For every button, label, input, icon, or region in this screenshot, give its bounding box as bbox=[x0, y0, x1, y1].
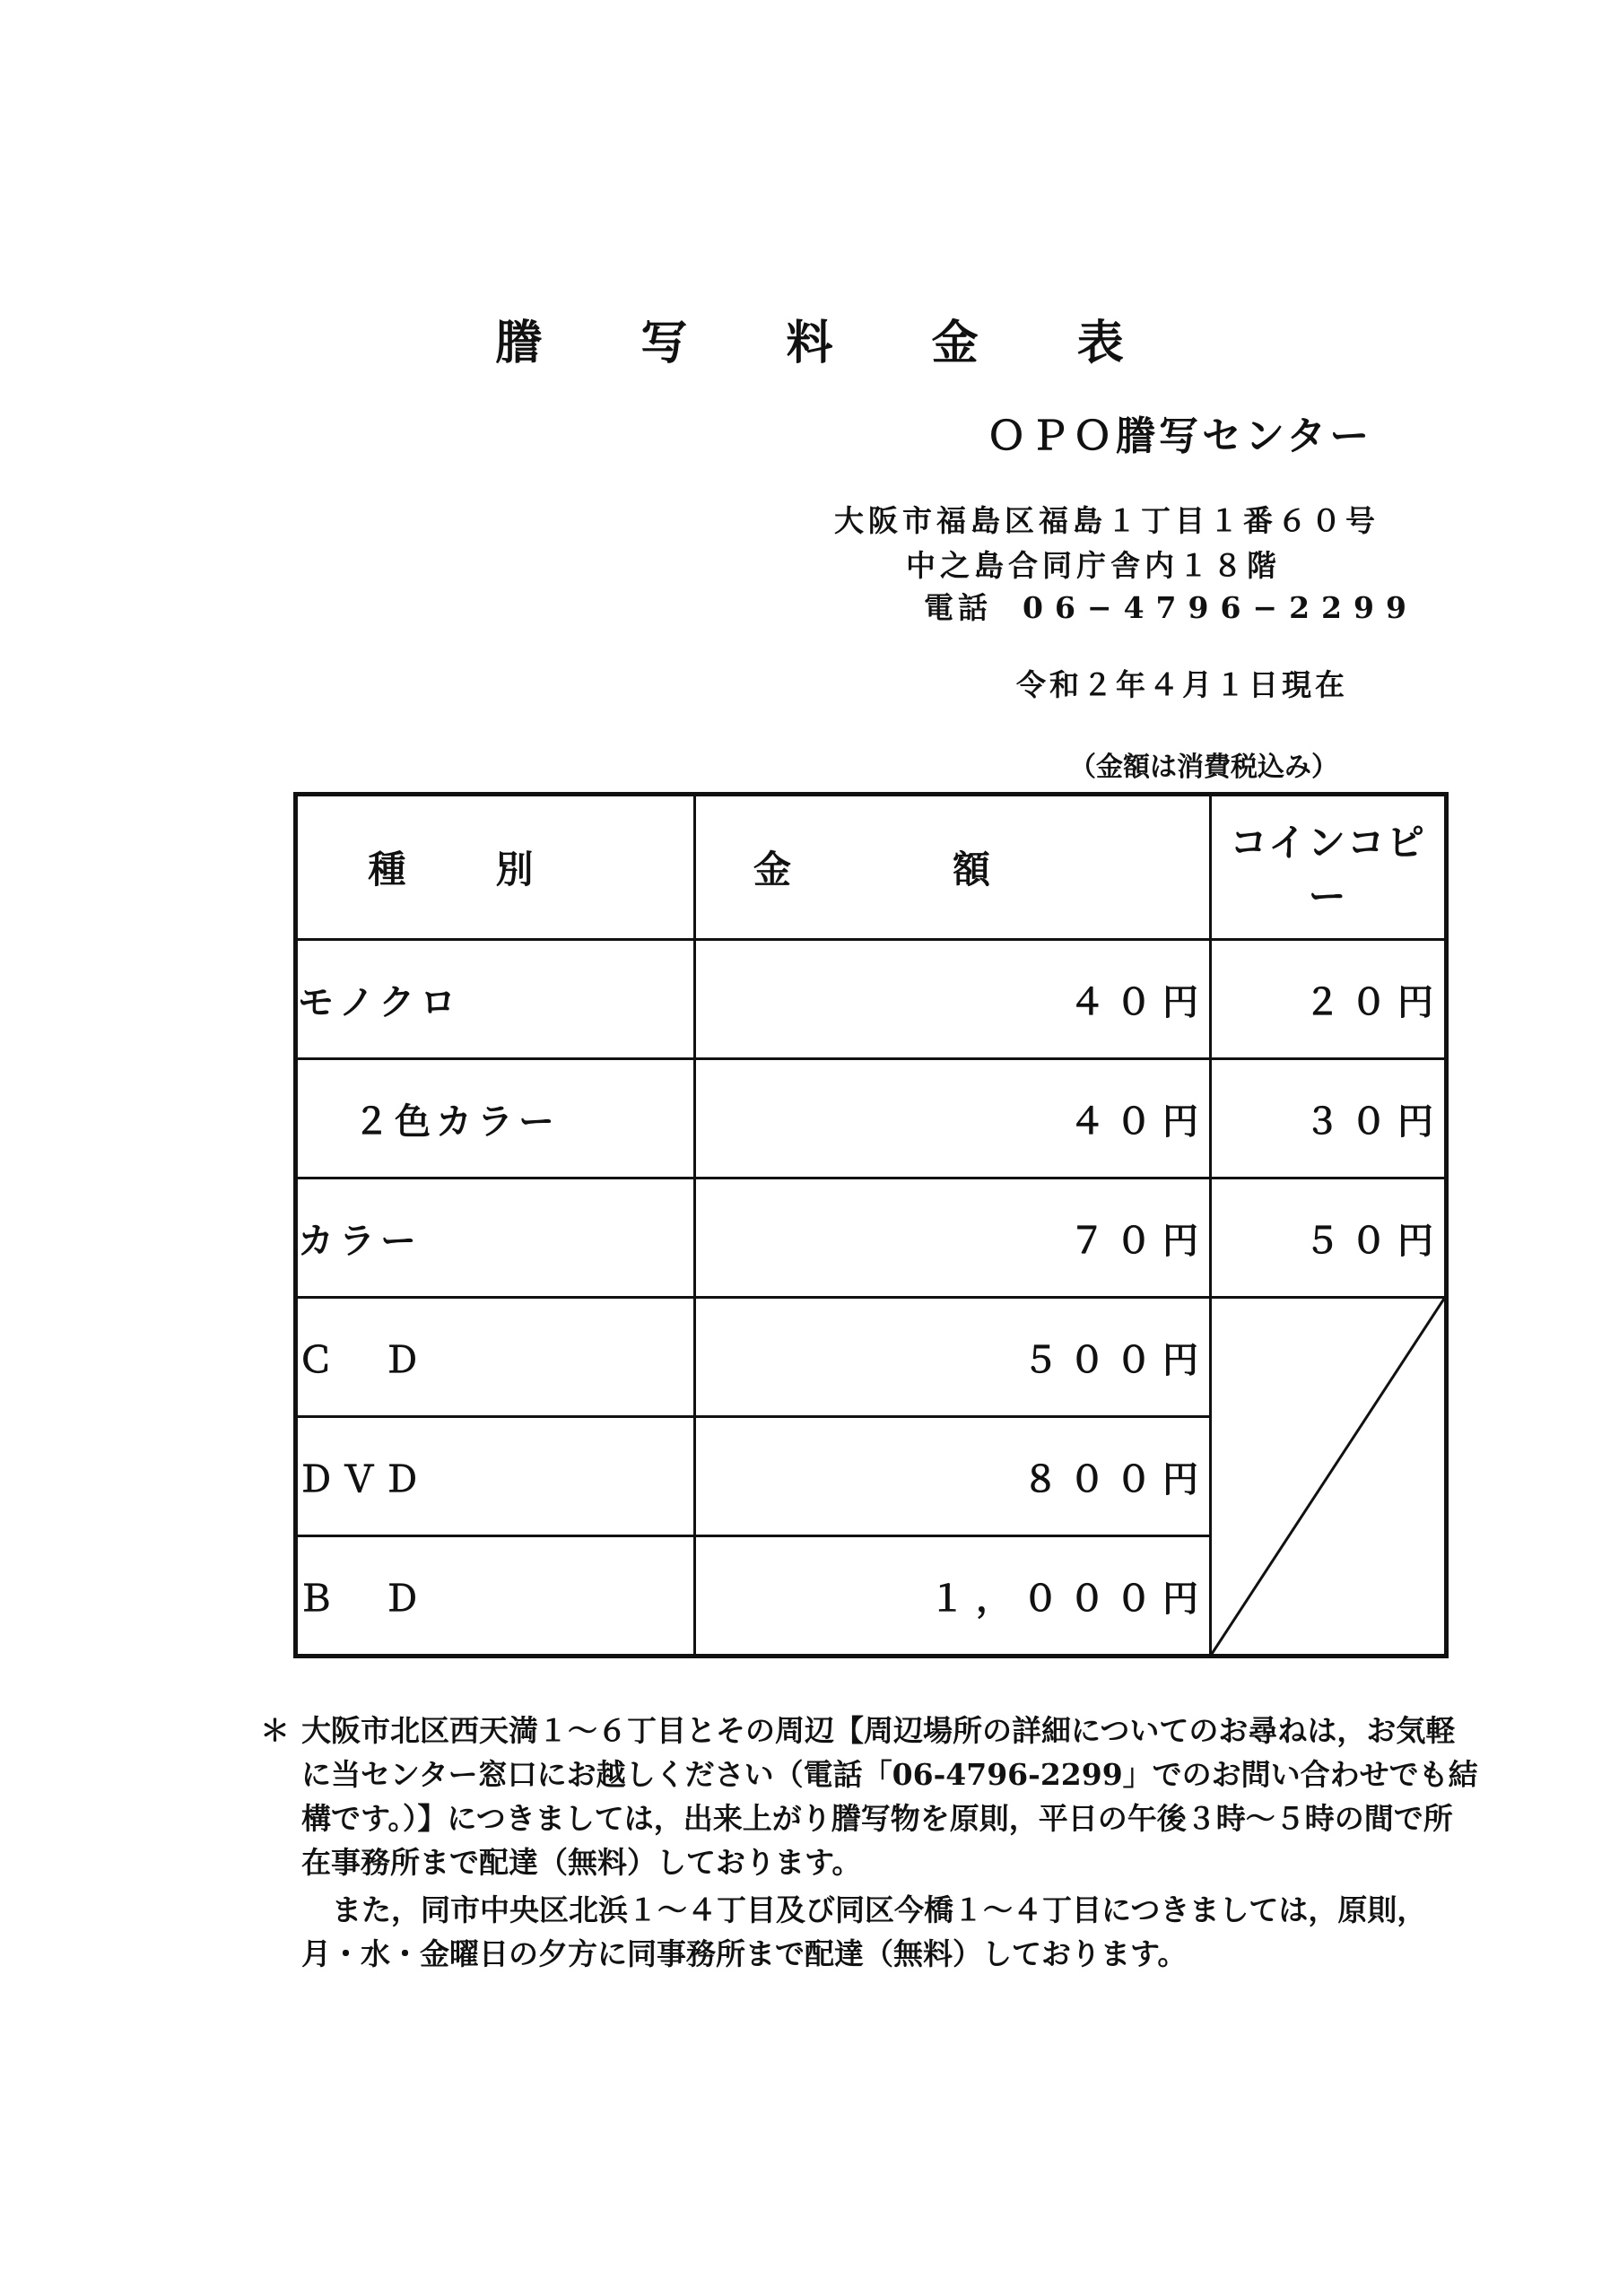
table-row bbox=[296, 940, 1447, 1059]
fee-table bbox=[293, 792, 1449, 1658]
row-type: モノクロ bbox=[296, 940, 695, 1059]
row-type: ＢＤ bbox=[296, 1536, 695, 1657]
note-paragraph-1 bbox=[260, 1709, 1480, 1884]
row-type: ２色カラー bbox=[296, 1059, 695, 1178]
note-paragraph-2: また，同市中央区北浜１〜４丁目及び同区今橋１〜４丁目につきましては，原則，月・水・金曜日の夕方に同事務所まで配達（無料）しております。 bbox=[301, 1892, 1427, 1971]
row-amount: ４０円 bbox=[695, 940, 1211, 1059]
row-amount: １，０００円 bbox=[695, 1536, 1211, 1657]
row-amount: ８００円 bbox=[695, 1417, 1211, 1536]
fee-table-container bbox=[293, 792, 1444, 1655]
note-marker: ＊ bbox=[260, 1713, 290, 1748]
address-line-2: 中之島合同庁舎内１８階 bbox=[906, 548, 1281, 583]
row-coin: ３０円 bbox=[1211, 1059, 1447, 1178]
header-amount: 金額 bbox=[695, 795, 1211, 940]
phone-line bbox=[924, 585, 1418, 627]
header-type: 種別 bbox=[296, 795, 695, 940]
page-title: 謄 写 料 金 表 bbox=[495, 316, 1165, 370]
not-applicable-cell bbox=[1211, 1298, 1447, 1657]
row-type: カラー bbox=[296, 1178, 695, 1298]
center-name: ＯＰＯ謄写センター bbox=[987, 413, 1373, 459]
effective-date: 令和２年４月１日現在 bbox=[1016, 667, 1348, 702]
table-row bbox=[296, 1059, 1447, 1178]
diagonal-slash-line bbox=[1212, 1299, 1444, 1654]
phone-number: 06−4796−2299 bbox=[1023, 590, 1418, 625]
note-text-1: 大阪市北区西天満１〜６丁目とその周辺【周辺場所の詳細についてのお尋ねは，お気軽に当センター窓口にお越しください（電話「06-4796-2299」でのお問い合わせでも結構です。）】につきましては，出来上がり謄写物を原則，平日の午後３時〜５時の間で所在事務所まで配達（無料）しております。 bbox=[301, 1713, 1478, 1880]
table-header-row bbox=[296, 795, 1447, 940]
tax-note: （金額は消費税込み） bbox=[1069, 752, 1338, 783]
header-coin-copy: コインコピー bbox=[1211, 795, 1447, 940]
phone-label: 電話 bbox=[924, 590, 992, 625]
row-amount: ７０円 bbox=[695, 1178, 1211, 1298]
row-amount: ４０円 bbox=[695, 1059, 1211, 1178]
delivery-notes bbox=[260, 1709, 1480, 1976]
row-amount: ５００円 bbox=[695, 1298, 1211, 1417]
row-type: ＤＶＤ bbox=[296, 1417, 695, 1536]
table-row bbox=[296, 1178, 1447, 1298]
address-line-1: 大阪市福島区福島１丁目１番６０号 bbox=[834, 503, 1380, 538]
row-coin: ２０円 bbox=[1211, 940, 1447, 1059]
table-row bbox=[296, 1298, 1447, 1417]
row-coin: ５０円 bbox=[1211, 1178, 1447, 1298]
row-type: ＣＤ bbox=[296, 1298, 695, 1417]
